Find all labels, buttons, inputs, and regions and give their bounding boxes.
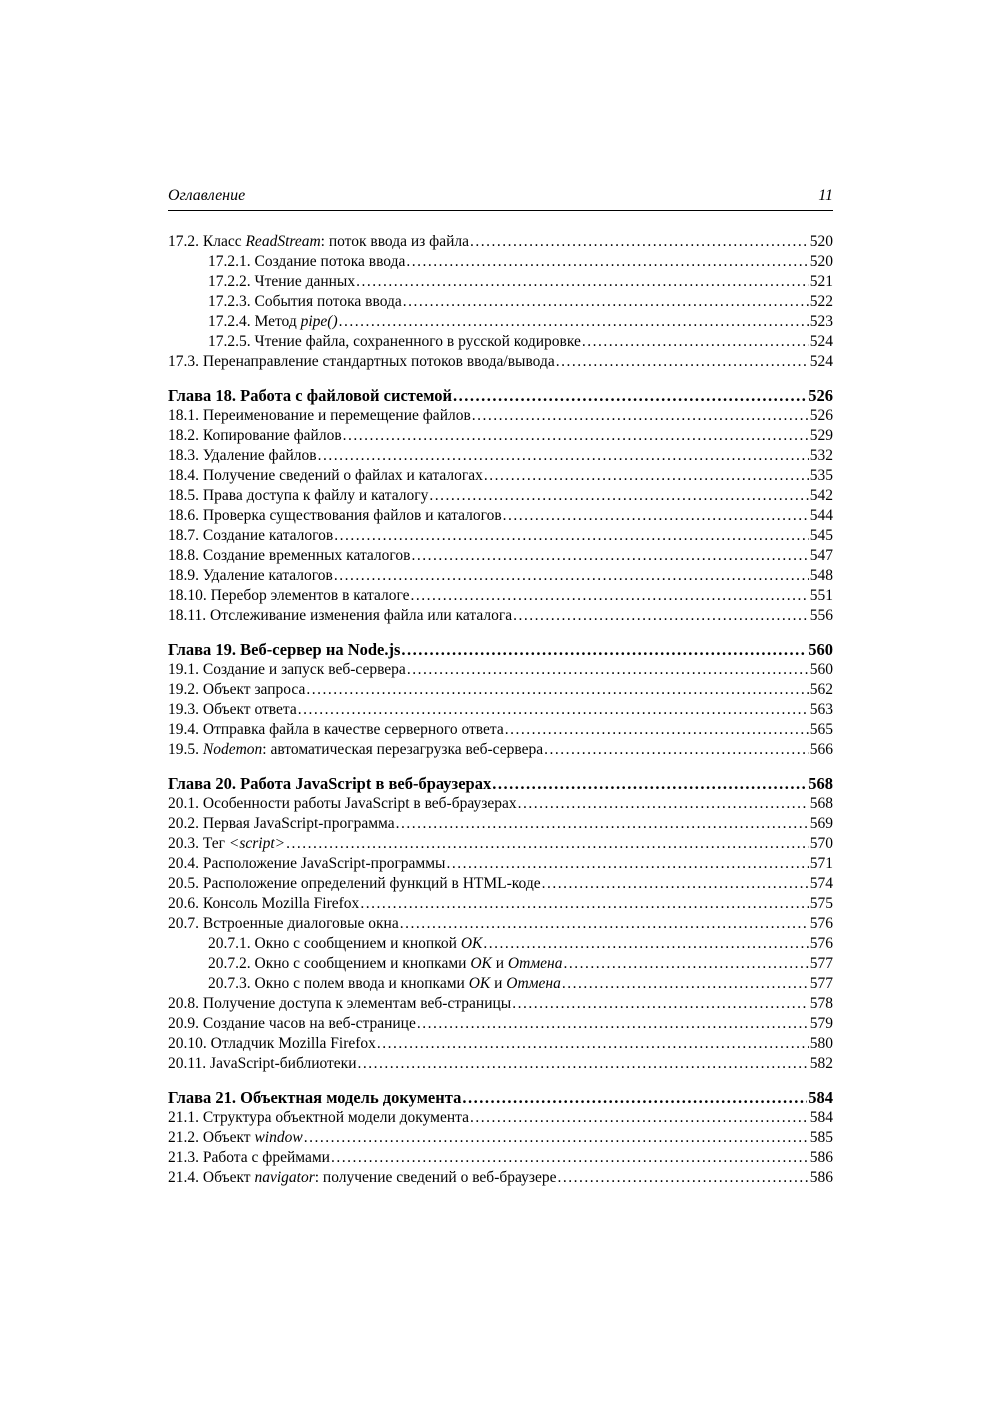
toc-entry-page: 578 — [809, 995, 833, 1012]
toc-entry-title: 20.3. Тег <script> — [168, 835, 286, 852]
dot-leader — [512, 994, 809, 1014]
toc-entry-page: 570 — [809, 835, 833, 852]
dot-leader — [334, 566, 809, 586]
dot-leader — [446, 854, 808, 874]
dot-leader — [505, 720, 809, 740]
toc-entry-title: 20.7.1. Окно с сообщением и кнопкой ОК — [208, 935, 483, 952]
dot-leader — [331, 1148, 809, 1168]
running-header-title: Оглавление — [168, 187, 246, 204]
toc-entry — [168, 720, 833, 740]
toc-entry — [168, 566, 833, 586]
dot-leader — [334, 526, 809, 546]
toc-entry-title: 17.2.3. События потока ввода — [208, 293, 402, 310]
toc-entry-page: 568 — [808, 774, 833, 793]
toc-entry-page: 542 — [809, 487, 833, 504]
dot-leader — [503, 506, 809, 526]
toc-entry-title: 18.2. Копирование файлов — [168, 427, 342, 444]
toc-entry-page: 524 — [809, 353, 833, 370]
toc-entry — [168, 1014, 833, 1034]
toc-entry-page: 575 — [809, 895, 833, 912]
dot-leader — [470, 232, 809, 252]
toc-entry — [168, 586, 833, 606]
toc-entry-title: 17.3. Перенаправление стандартных потоков ввода/вывода — [168, 353, 555, 370]
dot-leader — [406, 252, 808, 272]
toc-entry-title: 19.1. Создание и запуск веб-сервера — [168, 661, 406, 678]
toc-entry-title: 20.1. Особенности работы JavaScript в веб-браузерах — [168, 795, 517, 812]
dot-leader — [356, 272, 809, 292]
dot-leader — [472, 406, 809, 426]
toc-entry-page: 584 — [809, 1109, 833, 1126]
toc-entry-title: 17.2.1. Создание потока ввода — [208, 253, 406, 270]
toc-entry — [168, 914, 833, 934]
toc-entry-title: 17.2.4. Метод pipe() — [208, 313, 338, 330]
toc-entry-page: 545 — [809, 527, 833, 544]
toc-chapter-entry — [168, 386, 833, 406]
toc-entry-page: 566 — [809, 741, 833, 758]
toc-entry-page: 568 — [809, 795, 833, 812]
toc-entry-page: 580 — [809, 1035, 833, 1052]
dot-leader — [557, 1168, 808, 1188]
toc-entry-page: 577 — [809, 975, 833, 992]
toc-entry — [168, 426, 833, 446]
toc-entry-page: 532 — [809, 447, 833, 464]
dot-leader — [429, 486, 808, 506]
toc-entry-title: 20.7.2. Окно с сообщением и кнопками ОК и Отмена — [208, 955, 563, 972]
toc-entry-title: 18.11. Отслеживание изменения файла или каталога — [168, 607, 513, 624]
dot-leader — [286, 834, 809, 854]
toc-entry-page: 551 — [809, 587, 833, 604]
dot-leader — [556, 352, 809, 372]
dot-leader — [358, 1054, 809, 1074]
toc-entry — [168, 700, 833, 720]
toc-entry — [168, 1168, 833, 1188]
toc-entry — [168, 486, 833, 506]
toc-entry-title: 21.2. Объект window — [168, 1129, 303, 1146]
toc-entry-page: 582 — [809, 1055, 833, 1072]
toc-entry — [168, 446, 833, 466]
dot-leader — [544, 740, 809, 760]
toc-entry-page: 577 — [809, 955, 833, 972]
toc-entry — [168, 660, 833, 680]
toc-entry-title: 20.11. JavaScript-библиотеки — [168, 1055, 357, 1072]
toc-entry — [168, 546, 833, 566]
toc-entry — [168, 834, 833, 854]
toc-entry-page: 520 — [809, 253, 833, 270]
toc-entry-page: 586 — [809, 1169, 833, 1186]
dot-leader — [306, 680, 808, 700]
dot-leader — [403, 292, 809, 312]
dot-leader — [513, 606, 809, 626]
toc-entry-page: 563 — [809, 701, 833, 718]
toc-entry — [168, 252, 833, 272]
toc-entry-title: 19.4. Отправка файла в качестве серверного ответа — [168, 721, 504, 738]
toc-entry-title: 20.5. Расположение определений функций в HTML-коде — [168, 875, 541, 892]
toc-entry — [168, 854, 833, 874]
toc-entry-title: Глава 19. Веб-сервер на Node.js — [168, 640, 401, 659]
toc-entry-title: 20.2. Первая JavaScript-программа — [168, 815, 395, 832]
toc-entry-page: 576 — [809, 915, 833, 932]
toc-entry-page: 522 — [809, 293, 833, 310]
dot-leader — [470, 1108, 809, 1128]
toc-entry — [168, 232, 833, 252]
dot-leader — [563, 954, 808, 974]
toc-entry — [168, 934, 833, 954]
toc-entry-page: 586 — [809, 1149, 833, 1166]
toc-entry-title: 18.5. Права доступа к файлу и каталогу — [168, 487, 429, 504]
toc-entry-page: 565 — [809, 721, 833, 738]
toc-entry-title: 21.4. Объект navigator: получение сведений о веб-браузере — [168, 1169, 557, 1186]
toc-entry-page: 535 — [809, 467, 833, 484]
toc-entry — [168, 1128, 833, 1148]
toc-entry — [168, 954, 833, 974]
toc-entry-page: 569 — [809, 815, 833, 832]
dot-leader — [483, 934, 808, 954]
running-header — [168, 186, 833, 211]
toc-entry — [168, 292, 833, 312]
toc-entry — [168, 526, 833, 546]
toc-entry-title: 17.2. Класс ReadStream: поток ввода из файла — [168, 233, 470, 250]
toc-entry-page: 548 — [809, 567, 833, 584]
dot-leader — [462, 1088, 807, 1108]
toc-entry-title: 18.7. Создание каталогов — [168, 527, 334, 544]
dot-leader — [407, 660, 809, 680]
toc-entry-page: 585 — [809, 1129, 833, 1146]
toc-chapter-entry — [168, 640, 833, 660]
dot-leader — [453, 386, 807, 406]
dot-leader — [343, 426, 809, 446]
dot-leader — [562, 974, 809, 994]
toc-entry-page: 521 — [809, 273, 833, 290]
toc-entry — [168, 332, 833, 352]
toc-entry-title: Глава 21. Объектная модель документа — [168, 1088, 462, 1107]
dot-leader — [360, 894, 808, 914]
toc-entry-page: 562 — [809, 681, 833, 698]
toc-entry-page: 584 — [808, 1088, 833, 1107]
toc-entry — [168, 874, 833, 894]
toc-entry-page: 571 — [809, 855, 833, 872]
toc-entry — [168, 312, 833, 332]
toc-entry-title: 20.9. Создание часов на веб-странице — [168, 1015, 416, 1032]
toc-entry-page: 529 — [809, 427, 833, 444]
dot-leader — [411, 586, 809, 606]
toc-entry — [168, 406, 833, 426]
toc-chapter-entry — [168, 774, 833, 794]
dot-leader — [582, 332, 809, 352]
toc-list — [168, 232, 833, 1188]
toc-entry-page: 523 — [809, 313, 833, 330]
toc-entry-title: 17.2.5. Чтение файла, сохраненного в русской кодировке — [208, 333, 581, 350]
toc-entry — [168, 680, 833, 700]
toc-entry-page: 547 — [809, 547, 833, 564]
toc-entry-title: 18.8. Создание временных каталогов — [168, 547, 411, 564]
dot-leader — [542, 874, 809, 894]
dot-leader — [318, 446, 809, 466]
toc-entry-page: 524 — [809, 333, 833, 350]
toc-chapter-entry — [168, 1088, 833, 1108]
toc-entry-page: 574 — [809, 875, 833, 892]
toc-entry-page: 544 — [809, 507, 833, 524]
toc-entry-title: 20.7.3. Окно с полем ввода и кнопками ОК и Отмена — [208, 975, 561, 992]
toc-entry-page: 556 — [809, 607, 833, 624]
dot-leader — [339, 312, 809, 332]
toc-entry-title: 18.1. Переименование и перемещение файлов — [168, 407, 471, 424]
toc-entry-title: 20.4. Расположение JavaScript-программы — [168, 855, 446, 872]
running-header-page-number: 11 — [818, 187, 833, 204]
toc-entry-title: 21.3. Работа с фреймами — [168, 1149, 330, 1166]
toc-entry-title: 20.8. Получение доступа к элементам веб-страницы — [168, 995, 512, 1012]
toc-entry — [168, 1034, 833, 1054]
dot-leader — [411, 546, 808, 566]
toc-entry — [168, 814, 833, 834]
toc-entry-page: 526 — [809, 407, 833, 424]
toc-entry-title: 18.10. Перебор элементов в каталоге — [168, 587, 410, 604]
toc-entry — [168, 794, 833, 814]
toc-entry-title: 19.5. Nodemon: автоматическая перезагрузка веб-сервера — [168, 741, 544, 758]
dot-leader — [401, 640, 807, 660]
toc-entry-title: 17.2.2. Чтение данных — [208, 273, 356, 290]
toc-entry — [168, 974, 833, 994]
toc-entry-page: 576 — [809, 935, 833, 952]
toc-entry — [168, 1054, 833, 1074]
toc-entry-title: 18.9. Удаление каталогов — [168, 567, 333, 584]
toc-entry-title: Глава 18. Работа с файловой системой — [168, 386, 453, 405]
toc-entry-page: 560 — [809, 661, 833, 678]
dot-leader — [298, 700, 809, 720]
toc-entry — [168, 1108, 833, 1128]
toc-entry-page: 526 — [808, 386, 833, 405]
toc-entry-title: Глава 20. Работа JavaScript в веб-браузерах — [168, 774, 492, 793]
dot-leader — [396, 814, 809, 834]
toc-entry-title: 18.3. Удаление файлов — [168, 447, 317, 464]
toc-entry-title: 19.2. Объект запроса — [168, 681, 306, 698]
toc-entry — [168, 506, 833, 526]
toc-entry-title: 20.6. Консоль Mozilla Firefox — [168, 895, 360, 912]
toc-entry-title: 18.6. Проверка существования файлов и каталогов — [168, 507, 502, 524]
toc-entry — [168, 994, 833, 1014]
dot-leader — [484, 466, 809, 486]
toc-entry-title: 18.4. Получение сведений о файлах и каталогах — [168, 467, 483, 484]
toc-entry — [168, 466, 833, 486]
toc-entry — [168, 740, 833, 760]
toc-entry-title: 20.7. Встроенные диалоговые окна — [168, 915, 399, 932]
toc-entry-page: 579 — [809, 1015, 833, 1032]
toc-entry-title: 20.10. Отладчик Mozilla Firefox — [168, 1035, 376, 1052]
toc-entry — [168, 272, 833, 292]
toc-entry-title: 19.3. Объект ответа — [168, 701, 297, 718]
dot-leader — [400, 914, 809, 934]
toc-entry-page: 520 — [809, 233, 833, 250]
toc-entry — [168, 606, 833, 626]
dot-leader — [377, 1034, 809, 1054]
toc-entry — [168, 1148, 833, 1168]
dot-leader — [518, 794, 809, 814]
dot-leader — [304, 1128, 809, 1148]
toc-entry — [168, 352, 833, 372]
dot-leader — [492, 774, 807, 794]
toc-entry-page: 560 — [808, 640, 833, 659]
toc-entry-title: 21.1. Структура объектной модели документа — [168, 1109, 469, 1126]
toc-entry — [168, 894, 833, 914]
dot-leader — [417, 1014, 809, 1034]
